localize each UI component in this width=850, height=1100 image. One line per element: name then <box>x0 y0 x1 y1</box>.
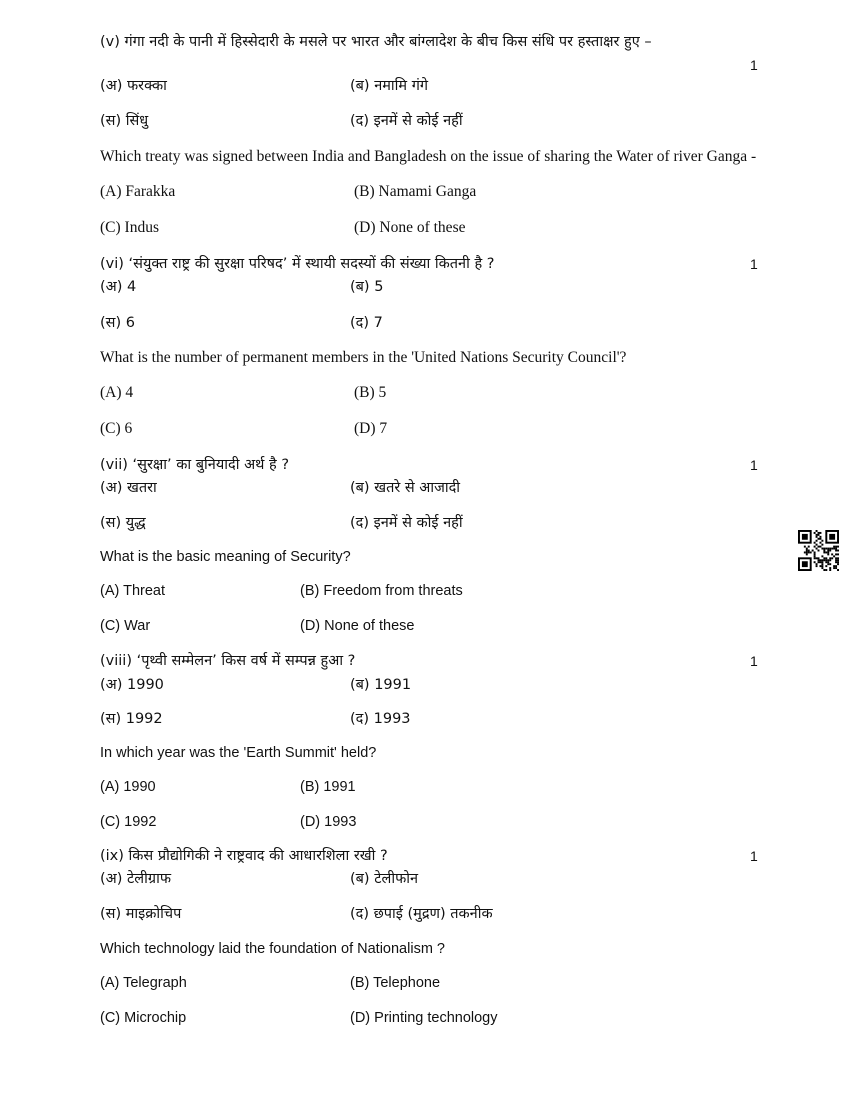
english-option: (A) Farakka <box>100 183 176 200</box>
english-option: (B) 5 <box>354 384 387 401</box>
hindi-option: (द) इनमें से कोई नहीं <box>350 113 463 129</box>
marks: 1 <box>750 57 758 73</box>
hindi-option: (द) छपाई (मुद्रण) तकनीक <box>350 906 493 922</box>
english-option: (C) Indus <box>100 219 159 236</box>
english-option: (D) None of these <box>354 219 466 236</box>
hindi-option: (द) 1993 <box>350 711 411 727</box>
english-option: (B) 1991 <box>300 779 356 795</box>
hindi-question: (viii) ‘पृथ्वी सम्मेलन’ किस वर्ष में सम्पन्न हुआ ? <box>100 653 356 669</box>
english-option: (B) Namami Ganga <box>354 183 477 200</box>
hindi-option: (स) माइक्रोचिप <box>100 906 182 922</box>
english-option: (C) War <box>100 618 151 634</box>
hindi-option: (स) युद्ध <box>100 515 146 531</box>
english-option: (B) Telephone <box>350 975 441 991</box>
english-option: (D) 1993 <box>300 814 357 830</box>
hindi-option: (स) 1992 <box>100 711 163 727</box>
english-option: (D) Printing technology <box>350 1010 498 1026</box>
english-question: What is the basic meaning of Security? <box>100 549 351 565</box>
hindi-option: (ब) खतरे से आजादी <box>350 480 461 496</box>
english-option: (A) 4 <box>100 384 134 401</box>
english-option: (A) Threat <box>100 583 166 599</box>
hindi-option: (अ) खतरा <box>100 480 157 496</box>
english-option: (B) Freedom from threats <box>300 583 463 599</box>
hindi-question: (v) गंगा नदी के पानी में हिस्सेदारी के मसले पर भारत और बांग्लादेश के बीच किस संधि पर हस्ताक्षर हुए – <box>100 34 652 50</box>
english-question: Which technology laid the foundation of Nationalism ? <box>100 941 445 957</box>
hindi-question: (vi) ‘संयुक्त राष्ट्र की सुरक्षा परिषद’ में स्थायी सदस्यों की संख्या कितनी है ? <box>100 256 495 272</box>
english-option: (C) 1992 <box>100 814 157 830</box>
english-question: What is the number of permanent members in the 'United Nations Security Council'? <box>100 349 627 366</box>
marks: 1 <box>750 653 758 669</box>
hindi-option: (स) 6 <box>100 315 135 331</box>
qr-code <box>798 530 839 571</box>
hindi-option: (ब) टेलीफोन <box>350 871 419 887</box>
hindi-option: (द) इनमें से कोई नहीं <box>350 515 463 531</box>
hindi-option: (अ) 1990 <box>100 677 164 693</box>
hindi-option: (स) सिंधु <box>100 113 149 129</box>
english-option: (A) Telegraph <box>100 975 187 991</box>
hindi-question: (vii) ‘सुरक्षा’ का बुनियादी अर्थ है ? <box>100 457 290 473</box>
hindi-option: (ब) 1991 <box>350 677 412 693</box>
hindi-option: (द) 7 <box>350 315 383 331</box>
marks: 1 <box>750 256 758 272</box>
marks: 1 <box>750 457 758 473</box>
hindi-option: (अ) 4 <box>100 279 137 295</box>
hindi-question: (ix) किस प्रौद्योगिकी ने राष्ट्रवाद की आधारशिला रखी ? <box>100 848 388 864</box>
hindi-option: (ब) नमामि गंगे <box>350 78 429 94</box>
marks: 1 <box>750 848 758 864</box>
english-question: Which treaty was signed between India and Bangladesh on the issue of sharing the Water of river Ganga - <box>100 148 757 165</box>
hindi-option: (ब) 5 <box>350 279 384 295</box>
english-option: (D) 7 <box>354 420 388 437</box>
english-question: In which year was the 'Earth Summit' held? <box>100 745 377 761</box>
english-option: (C) Microchip <box>100 1010 187 1026</box>
english-option: (A) 1990 <box>100 779 156 795</box>
english-option: (C) 6 <box>100 420 133 437</box>
hindi-option: (अ) फरक्का <box>100 78 167 94</box>
english-option: (D) None of these <box>300 618 415 634</box>
hindi-option: (अ) टेलीग्राफ <box>100 871 172 887</box>
